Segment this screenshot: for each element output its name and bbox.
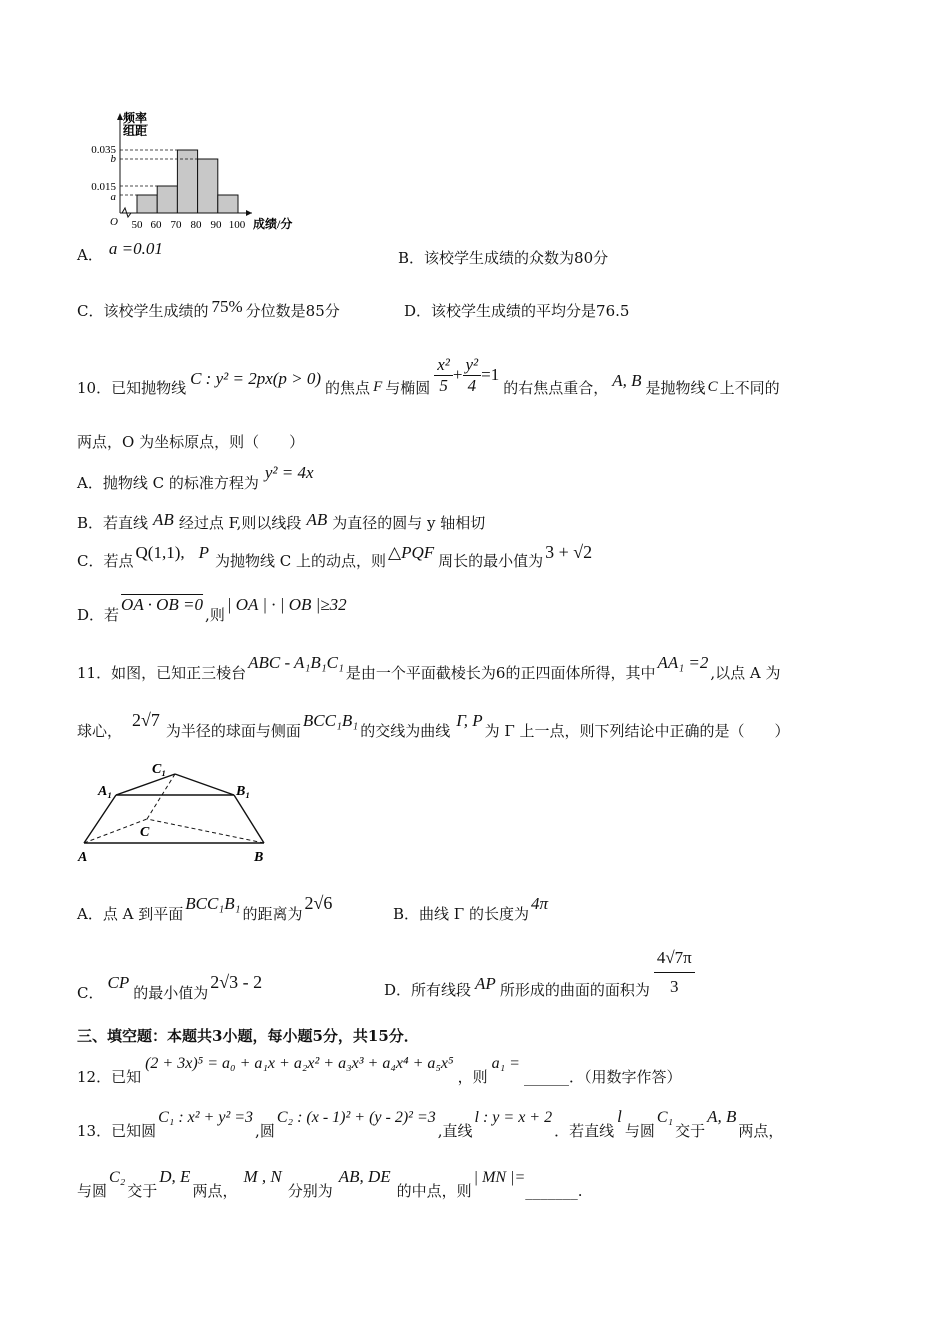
x-tick-label: 70 xyxy=(170,219,182,231)
q13-text: 与圆 xyxy=(77,1182,108,1200)
option-label: D． xyxy=(77,606,105,624)
q10-text: 上不同的 xyxy=(719,378,780,397)
option-math: y² = 4x xyxy=(264,463,314,482)
histogram-bar xyxy=(157,186,177,213)
q11-gamma: Γ, P xyxy=(456,711,483,730)
option-text: 为抛物线 C 上的动点，则 xyxy=(215,552,387,570)
hidden-edge-bc xyxy=(147,819,264,843)
q12-text: ．（用数字作答） xyxy=(568,1068,682,1086)
option-text: 曲线 Γ 的长度为 xyxy=(419,905,529,923)
ellipse-frac-x: $\frac{\text{x²}}{5}$ xyxy=(434,355,453,396)
q13-text: 交于 xyxy=(675,1122,706,1140)
q9-option-c xyxy=(77,297,340,321)
option-math: 75% xyxy=(211,297,243,316)
option-label: A． xyxy=(77,246,103,264)
vertex-label-c: C xyxy=(140,825,150,840)
q11-text: 为 Γ 上一点，则下列结论中正确的是（ ） xyxy=(484,722,790,740)
q12-text: ，则 xyxy=(457,1068,488,1086)
q11-text: 为半径的球面与侧面 xyxy=(165,722,301,740)
option-text: 抛物线 C 的标准方程为 xyxy=(102,474,259,492)
option-text: 若点 xyxy=(103,552,134,570)
q13-circle2: C₂ : (x - 1)² + (y - 2)² =3 xyxy=(276,1109,436,1126)
y-tick-label: 0.015 xyxy=(91,181,116,193)
option-text: 所有线段 xyxy=(411,980,472,999)
q11-edge: AA₁ =2 xyxy=(657,653,709,672)
q13-stem-line1 xyxy=(77,1106,784,1140)
q13-circle1: C₁ : x² + y² =3 xyxy=(158,1109,254,1126)
option-label: B． xyxy=(398,249,425,267)
q10-option-c xyxy=(77,542,593,570)
x-tick-label: 50 xyxy=(131,219,143,231)
q10-curve-c: C xyxy=(707,378,718,395)
edge-a1c1 xyxy=(116,774,175,795)
origin-label: O xyxy=(110,216,118,228)
option-math: 2√6 xyxy=(304,893,333,913)
equals-one: =1 xyxy=(481,365,500,384)
q13-stem-line2 xyxy=(77,1166,583,1200)
option-math: 3 + √2 xyxy=(545,542,593,562)
q13-text: 两点， xyxy=(192,1182,238,1200)
x-tick-label: 90 xyxy=(210,219,222,231)
q13-c1: C₁ xyxy=(656,1109,674,1126)
hidden-edge-cc1 xyxy=(147,774,175,819)
option-text: 所形成的曲面的面积为 xyxy=(499,980,650,999)
section-three-heading: 三、填空题：本题共3小题，每小题5分，共15分． xyxy=(77,1027,419,1045)
option-label: D． xyxy=(384,980,412,999)
q10-stem-line2: 两点，O 为坐标原点，则（ ） xyxy=(77,433,305,451)
histogram-bar xyxy=(137,195,157,213)
option-text: ,则 xyxy=(205,606,225,624)
q11-face: BCC₁B₁ xyxy=(302,711,359,730)
q10-stem-line1 xyxy=(77,350,780,400)
x-axis-arrow xyxy=(246,210,252,216)
q12-ask: a₁ = xyxy=(491,1055,520,1072)
option-text: 周长的最小值为 xyxy=(438,552,544,570)
vertex-label-a1: A₁ xyxy=(98,784,113,799)
edge-b1c1 xyxy=(175,774,234,795)
q11-text: 球心， xyxy=(77,722,123,740)
y-title-line2: 组距 xyxy=(123,124,148,138)
q11-text: 是由一个平面截棱长为6的正四面体所得，其中 xyxy=(345,664,656,682)
q13-line: l : y = x + 2 xyxy=(474,1109,553,1126)
option-math: 2√3 - 2 xyxy=(210,972,263,992)
option-text: 的最小值为 xyxy=(133,984,209,1002)
q11-radius: 2√7 xyxy=(132,710,160,730)
q11-stem-line2 xyxy=(77,710,790,740)
option-label: B． xyxy=(77,514,104,532)
option-text: 该校学生成绩的 xyxy=(103,302,209,320)
q10-option-d xyxy=(77,594,347,624)
y-tick-label: a xyxy=(110,191,116,203)
option-label: C． xyxy=(77,984,104,1002)
option-text: 经过点 F,则以线段 xyxy=(178,514,302,532)
x-tick-label: 100 xyxy=(228,219,246,231)
q13-de: D, E xyxy=(159,1167,191,1186)
vertex-label-b: B xyxy=(254,850,264,865)
option-math: OA · OB =0 xyxy=(121,595,204,614)
option-text: 为直径的圆与 y 轴相切 xyxy=(332,514,486,532)
q13-text: 交于 xyxy=(127,1182,158,1200)
option-text: 该校学生成绩的众数为80分 xyxy=(424,249,609,267)
vertex-label-b1: B₁ xyxy=(236,784,251,799)
q11-text: 的交线为曲线 xyxy=(360,722,451,740)
q13-text: 分别为 xyxy=(287,1182,333,1200)
option-math: a =0.01 xyxy=(108,239,163,258)
option-math: △PQF xyxy=(388,543,435,562)
q13-lead: 13．已知圆 xyxy=(77,1122,157,1140)
y-tick-label: b xyxy=(110,153,116,165)
q13-blank[interactable]: _______ xyxy=(525,1182,578,1200)
q13-ask: | MN |= xyxy=(473,1169,526,1186)
q11-lead: 11．如图，已知正三棱台 xyxy=(77,664,247,682)
q10-text: 的焦点 xyxy=(325,378,371,397)
q11-stem-line1 xyxy=(77,652,781,682)
vertex-label-c1: C₁ xyxy=(152,762,167,777)
q13-abde: AB, DE xyxy=(338,1167,391,1186)
q13-text: . xyxy=(577,1182,583,1200)
q9-option-d xyxy=(404,300,629,321)
option-label: D． xyxy=(404,302,432,320)
q10-text: 的右焦点重合， xyxy=(503,378,609,397)
q10-option-a xyxy=(77,462,314,492)
option-text: 若 xyxy=(104,606,120,624)
histogram-bar xyxy=(177,150,197,213)
q10-points: A, B xyxy=(612,371,642,390)
x-tick-label: 80 xyxy=(190,219,202,231)
option-math: Q(1,1), xyxy=(135,543,185,562)
option-text: 该校学生成绩的平均分是76.5 xyxy=(431,302,630,320)
q9-option-b xyxy=(398,247,608,268)
option-math: P xyxy=(198,543,209,562)
q13-text: 的中点，则 xyxy=(396,1182,472,1200)
q10-lead: 10．已知抛物线 xyxy=(77,378,187,397)
q13-c2: C₂ xyxy=(109,1169,126,1186)
option-text: 点 A 到平面 xyxy=(102,905,184,923)
q13-l: l xyxy=(617,1107,622,1126)
option-math: AB xyxy=(306,510,328,529)
q10-option-b xyxy=(77,512,485,533)
ellipse-frac-y: $\frac{\text{y²}}{4}$ xyxy=(463,355,482,396)
q12-expansion: (2 + 3x)⁵ = a₀ + a₁x + a₂x² + a₃x³ + a₄x⁴ + a₅x⁵ xyxy=(145,1055,454,1072)
q13-text: 两点， xyxy=(738,1122,784,1140)
option-math: AB xyxy=(153,510,174,529)
q13-text: ．若直线 xyxy=(554,1122,615,1140)
hidden-edge-ac xyxy=(84,819,147,843)
option-label: C． xyxy=(77,302,104,320)
option-math: AP xyxy=(475,974,496,993)
vertex-label-a: A xyxy=(78,850,88,865)
histogram-bar xyxy=(198,159,218,213)
q13-mn: M , N xyxy=(243,1167,282,1186)
q10-text: 与椭圆 xyxy=(385,378,431,397)
y-tick-label: 0.035 xyxy=(91,144,116,156)
q11-option-d xyxy=(384,945,695,999)
plus-sign: + xyxy=(452,365,463,384)
option-math: BCC₁B₁ xyxy=(185,894,241,913)
q12-lead: 12．已知 xyxy=(77,1068,142,1086)
option-label: A． xyxy=(77,474,103,492)
q11-option-a xyxy=(77,893,333,923)
q12-blank[interactable]: ______ xyxy=(523,1068,569,1086)
frequency-histogram xyxy=(70,110,320,235)
q10-focus: F xyxy=(373,378,383,395)
q13-text: 与圆 xyxy=(624,1122,655,1140)
q13-text: ,圆 xyxy=(255,1122,275,1140)
x-title: 成绩/分 xyxy=(253,217,293,231)
q10-text: 是抛物线 xyxy=(645,378,706,397)
q13-ab: A, B xyxy=(707,1107,737,1126)
option-math: 4π xyxy=(530,894,549,913)
edge-aa1 xyxy=(84,795,116,843)
q13-text: ,直线 xyxy=(437,1122,473,1140)
option-text: 若直线 xyxy=(103,514,149,532)
area-fraction: $\frac{4√7\pi}{3}$ xyxy=(654,948,695,997)
q11-text: ,以点 A 为 xyxy=(710,664,781,682)
option-math: | OA | · | OB |≥32 xyxy=(226,595,347,614)
option-label: A． xyxy=(77,905,103,923)
option-label: C． xyxy=(77,552,104,570)
frustum-figure xyxy=(72,755,282,867)
edge-bb1 xyxy=(234,795,264,843)
q10-curve: C : y² = 2px(p > 0) xyxy=(190,369,322,388)
q11-option-c xyxy=(77,972,263,1002)
y-title-line1: 频率 xyxy=(123,111,148,125)
q9-option-a xyxy=(77,239,163,265)
x-tick-label: 60 xyxy=(150,219,162,231)
option-text: 分位数是85分 xyxy=(245,302,340,320)
q11-frustum: ABC - A₁B₁C₁ xyxy=(248,653,344,672)
option-text: 的距离为 xyxy=(242,905,303,923)
histogram-bar xyxy=(218,195,238,213)
option-math: CP xyxy=(107,973,130,992)
q11-option-b xyxy=(393,893,549,923)
q12-stem xyxy=(77,1052,682,1086)
option-label: B． xyxy=(393,905,420,923)
